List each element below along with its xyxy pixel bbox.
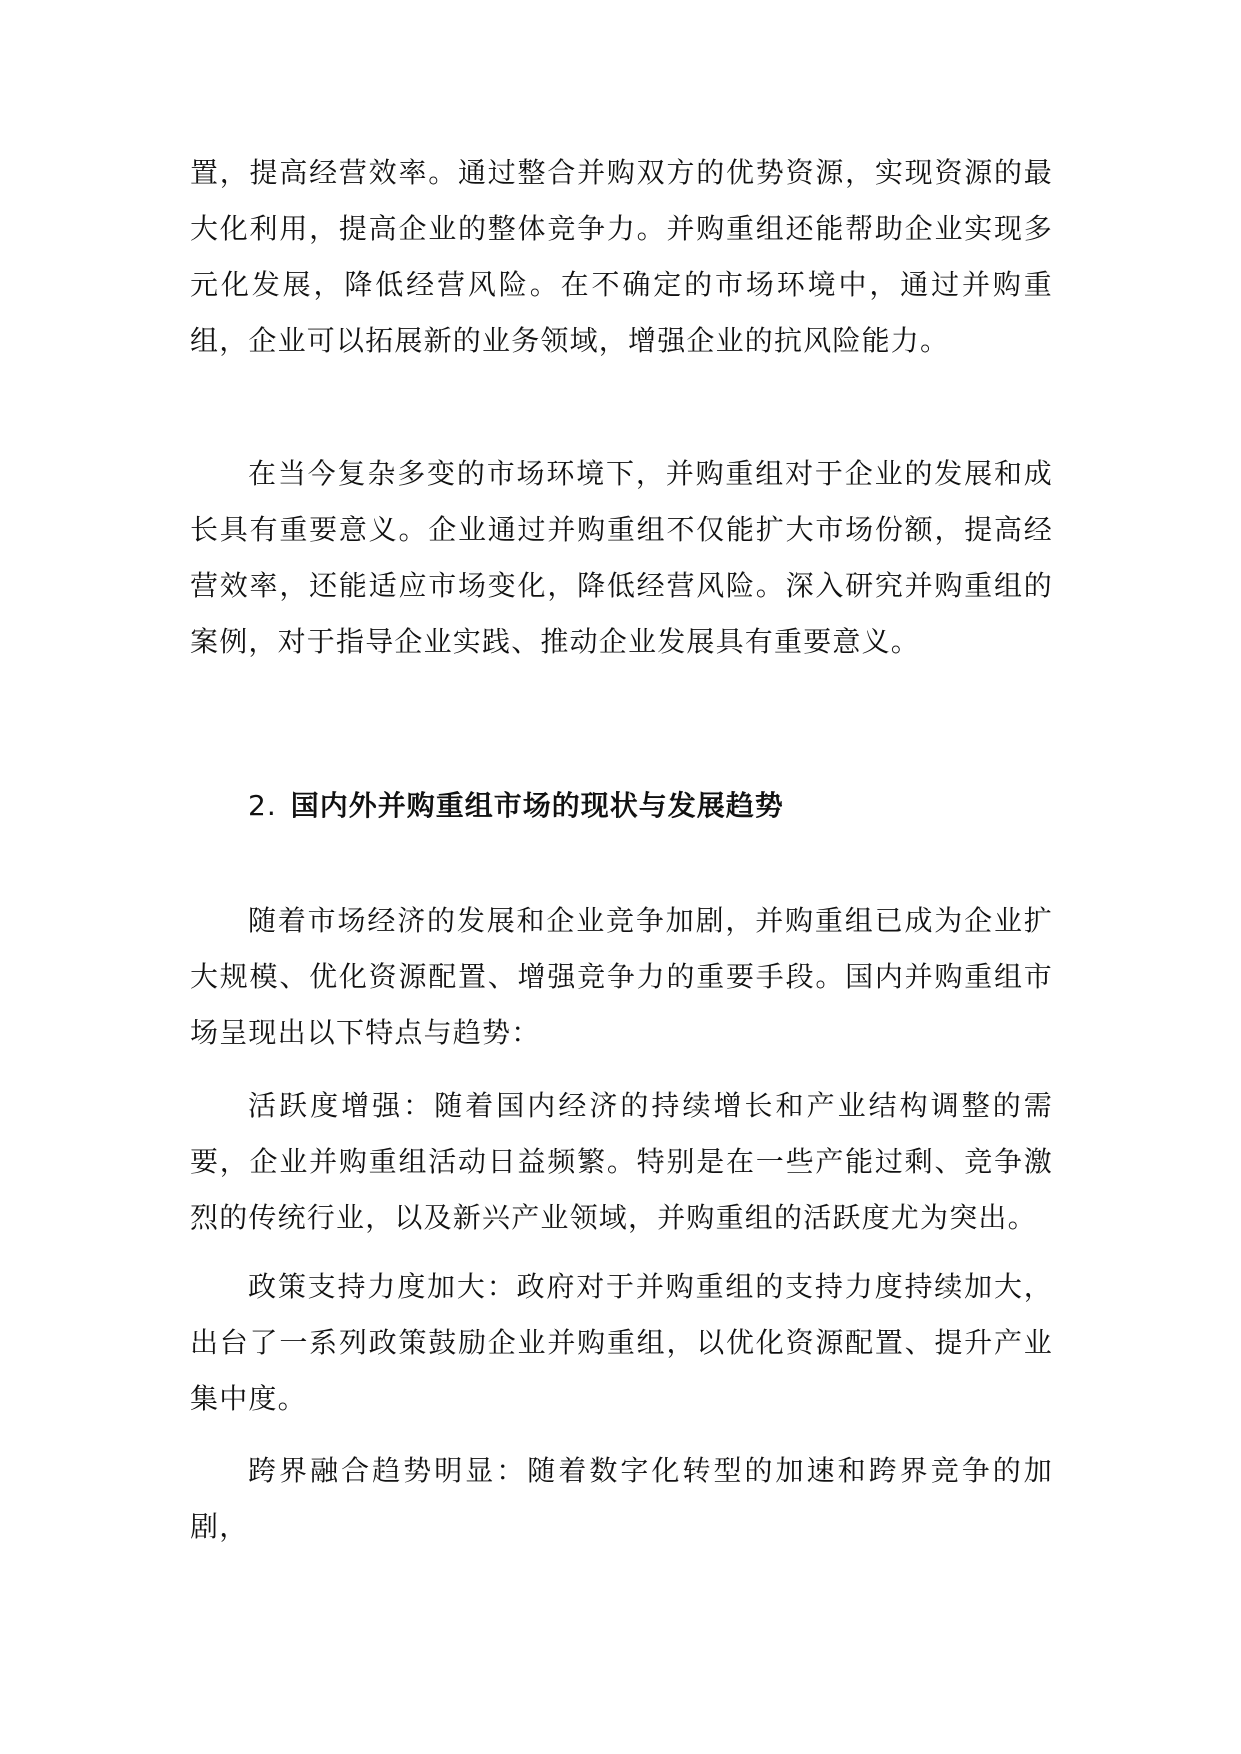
paragraph-continuation: 置，提高经营效率。通过整合并购双方的优势资源，实现资源的最大化利用，提高企业的整体竞争力。并购重组还能帮助企业实现多元化发展，降低经营风险。在不确定的市场环境中，通过并购重组，企业可以拓展新的业务领域，增强企业的抗风险能力。 (190, 156, 1053, 357)
paragraph-market-intro: 随着市场经济的发展和企业竞争加剧，并购重组已成为企业扩大规模、优化资源配置、增强竞争力的重要手段。国内并购重组市场呈现出以下特点与趋势： (190, 904, 1053, 1049)
paragraph-significance: 在当今复杂多变的市场环境下，并购重组对于企业的发展和成长具有重要意义。企业通过并购重组不仅能扩大市场份额，提高经营效率，还能适应市场变化，降低经营风险。深入研究并购重组的案例，对于指导企业实践、推动企业发展具有重要意义。 (190, 457, 1053, 658)
section-title: 国内外并购重组市场的现状与发展趋势 (290, 789, 784, 822)
section-number: 2. (248, 789, 277, 822)
section-heading (248, 778, 784, 834)
paragraph-policy: 政策支持力度加大：政府对于并购重组的支持力度持续加大，出台了一系列政策鼓励企业并购重组，以优化资源配置、提升产业集中度。 (190, 1270, 1053, 1415)
paragraph-activity: 活跃度增强：随着国内经济的持续增长和产业结构调整的需要，企业并购重组活动日益频繁。特别是在一些产能过剩、竞争激烈的传统行业，以及新兴产业领域，并购重组的活跃度尤为突出。 (190, 1089, 1053, 1234)
paragraph-crossover: 跨界融合趋势明显：随着数字化转型的加速和跨界竞争的加剧， (190, 1454, 1053, 1543)
